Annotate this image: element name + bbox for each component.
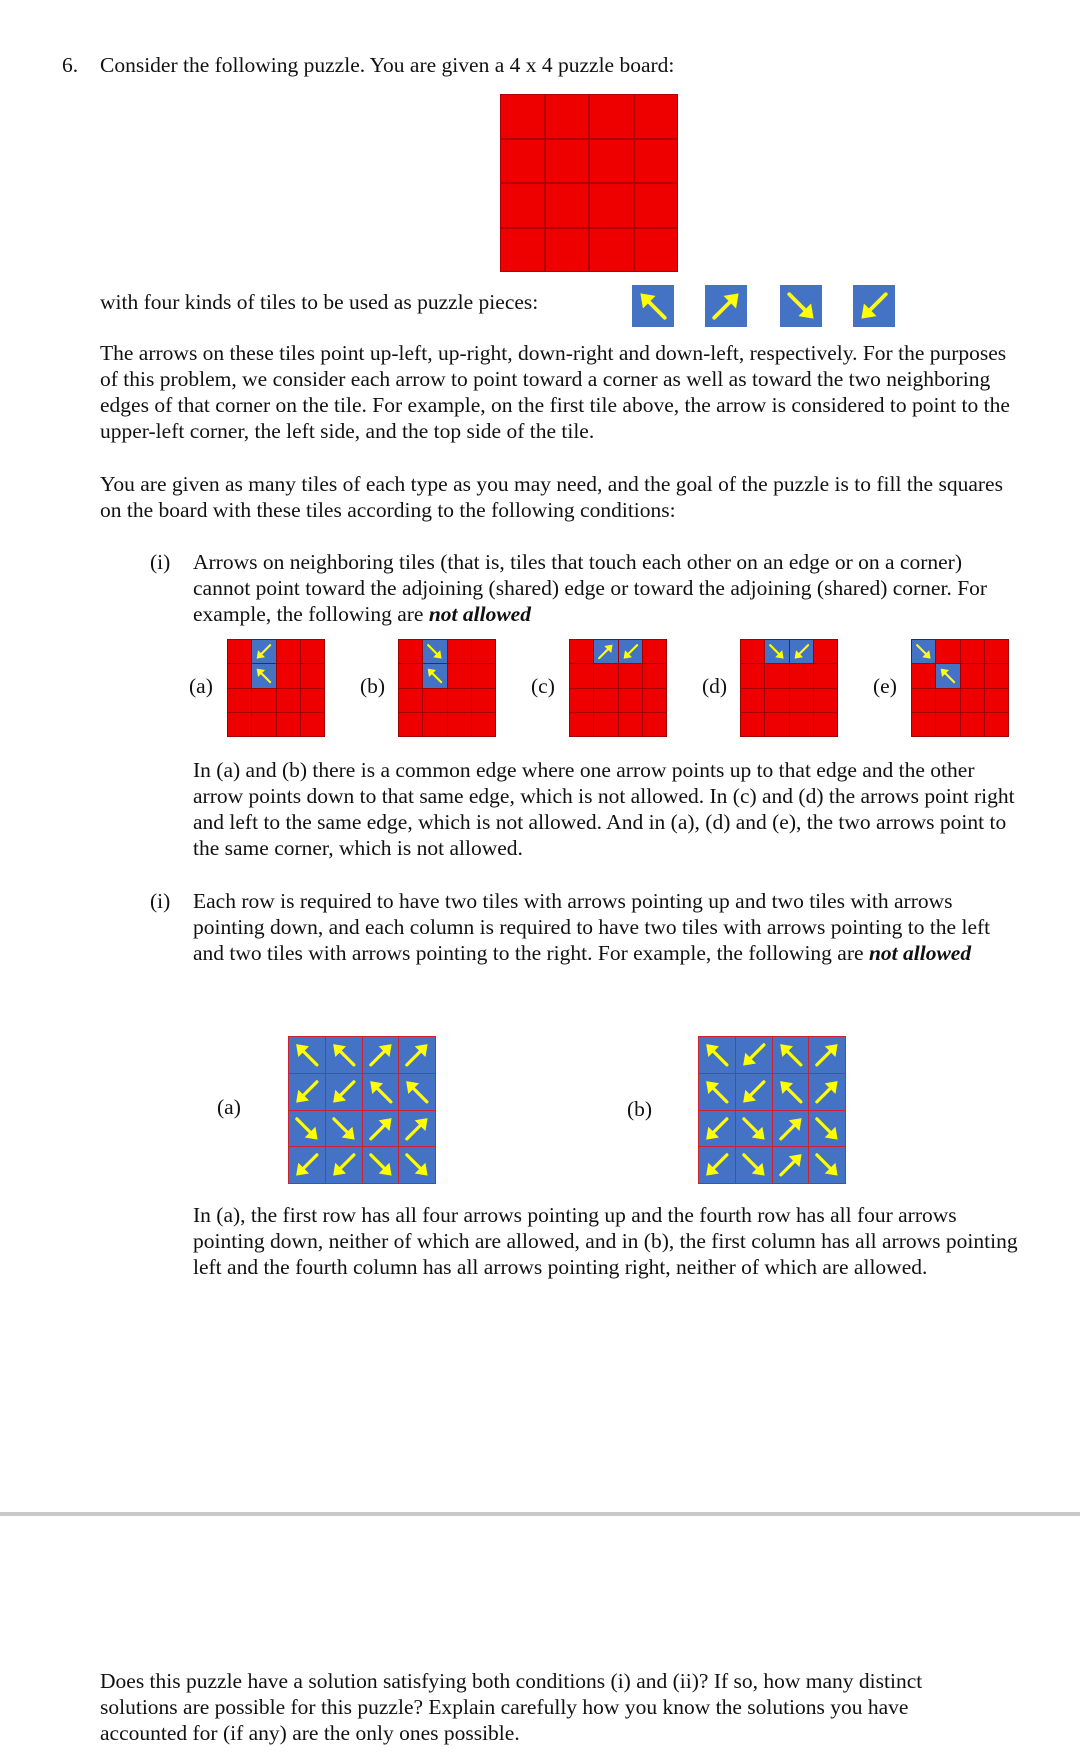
condition-2-text [193, 888, 1013, 966]
example-cell [619, 640, 642, 663]
example-cell [228, 640, 251, 663]
example-cell [790, 664, 813, 687]
arrow-up-left-icon [363, 1074, 399, 1110]
arrow-up-right-icon [809, 1074, 845, 1110]
example-cell [472, 713, 495, 736]
example-label: (e) [873, 674, 897, 698]
board-cell [546, 229, 589, 272]
arrow-down-left-icon [326, 1147, 362, 1183]
example-cell [277, 640, 300, 663]
arrow-down-left-icon [619, 640, 642, 663]
example-cell [985, 713, 1008, 736]
example-board [569, 639, 667, 737]
example-cell [619, 713, 642, 736]
example-cell [643, 689, 666, 712]
grid-tile [326, 1074, 362, 1110]
arrow-up-right-icon [363, 1037, 399, 1073]
example-cell [741, 713, 764, 736]
arrow-down-left-icon [326, 1074, 362, 1110]
example-cell [594, 689, 617, 712]
arrow-up-right-icon [705, 285, 747, 327]
grid-tile [699, 1074, 735, 1110]
not-allowed-grid-b [698, 1036, 846, 1184]
arrow-up-right-icon [363, 1111, 399, 1147]
example-cell [594, 640, 617, 663]
example-cell [399, 689, 422, 712]
arrow-down-right-icon [736, 1111, 772, 1147]
example-cell [741, 689, 764, 712]
arrow-down-right-icon [326, 1111, 362, 1147]
example-cell [252, 713, 275, 736]
arrow-down-left-icon [289, 1147, 325, 1183]
example-cell [912, 664, 935, 687]
board-cell [590, 140, 633, 183]
example-cell [472, 664, 495, 687]
arrow-down-right-icon [809, 1111, 845, 1147]
condition-2-explanation: In (a), the first row has all four arrows pointing up and the fourth row has all four arrows pointing down, neither of which are allowed, and in (b), the first column has all arrows pointing left and the fourth column has all arrows pointing right, neither of which are allowed. [193, 1203, 1018, 1279]
example-cell [912, 640, 935, 663]
board-cell [590, 184, 633, 227]
example-cell [912, 713, 935, 736]
example-cell [790, 689, 813, 712]
grid-tile [736, 1037, 772, 1073]
example-cell [252, 689, 275, 712]
grid-tile [773, 1037, 809, 1073]
example-cell [961, 689, 984, 712]
arrow-down-left-icon [289, 1074, 325, 1110]
arrow-down-left-icon [699, 1111, 735, 1147]
arrow-down-left-icon [736, 1037, 772, 1073]
example-cell [936, 713, 959, 736]
example-cell [741, 640, 764, 663]
grid-tile [399, 1111, 435, 1147]
example-cell [228, 664, 251, 687]
arrow-down-right-icon [289, 1111, 325, 1147]
example-cell [228, 713, 251, 736]
grid-tile [289, 1111, 325, 1147]
example-cell [301, 640, 324, 663]
arrow-down-right-icon [363, 1147, 399, 1183]
grid-tile [363, 1074, 399, 1110]
arrow-up-left-icon [773, 1074, 809, 1110]
arrow-up-right-icon [773, 1111, 809, 1147]
example-cell [643, 713, 666, 736]
example-cell [472, 689, 495, 712]
example-cell [912, 689, 935, 712]
example-cell [252, 640, 275, 663]
example-cell [399, 640, 422, 663]
arrows-paragraph: The arrows on these tiles point up-left, up-right, down-right and down-left, respectively. For the purposes of this problem, we consider each arrow to point toward a corner as well as toward the two neighboring edges of that corner on the tile. For example, on the first tile above, the arrow is considered to point to the upper-left corner, the left side, and the top side of the tile. [100, 341, 1010, 443]
grid-tile [326, 1037, 362, 1073]
condition-1-body: Arrows on neighboring tiles (that is, tiles that touch each other on an edge or on a corner) cannot point toward the adjoining (shared) edge or toward the adjoining (shared) corner. For example, the following are [193, 550, 988, 626]
example-cell [301, 664, 324, 687]
question-number: 6. [62, 53, 79, 77]
example-cell [570, 640, 593, 663]
example-cell [790, 640, 813, 663]
condition-2-label-a: (a) [217, 1095, 241, 1119]
arrow-up-left-icon [632, 285, 674, 327]
condition-1-emphasis: not allowed [428, 602, 531, 626]
arrow-up-left-icon [252, 664, 275, 687]
example-cell [765, 664, 788, 687]
example-cell [961, 640, 984, 663]
puzzle-board [500, 94, 678, 272]
example-cell [619, 689, 642, 712]
example-cell [936, 640, 959, 663]
example-cell [643, 664, 666, 687]
example-cell [741, 664, 764, 687]
tiles-intro: with four kinds of tiles to be used as puzzle pieces: [100, 290, 539, 314]
condition-1-text [193, 549, 1023, 627]
arrow-down-right-icon [423, 640, 446, 663]
board-cell [635, 184, 678, 227]
example-cell [277, 713, 300, 736]
example-cell [277, 689, 300, 712]
arrow-down-right-icon [912, 640, 935, 663]
board-cell [501, 184, 544, 227]
example-cell [472, 640, 495, 663]
arrow-up-right-icon [594, 640, 617, 663]
question-intro: Consider the following puzzle. You are given a 4 x 4 puzzle board: [100, 53, 675, 77]
example-cell [814, 640, 837, 663]
grid-tile [699, 1037, 735, 1073]
tile-down-left [853, 285, 895, 327]
example-cell [594, 713, 617, 736]
grid-tile [773, 1074, 809, 1110]
grid-tile [326, 1111, 362, 1147]
example-label: (d) [702, 674, 728, 698]
grid-tile [399, 1074, 435, 1110]
grid-tile [809, 1111, 845, 1147]
example-label: (b) [360, 674, 386, 698]
board-cell [546, 95, 589, 138]
example-cell [961, 664, 984, 687]
grid-tile [809, 1147, 845, 1183]
example-cell [301, 689, 324, 712]
grid-tile [736, 1074, 772, 1110]
grid-tile [773, 1111, 809, 1147]
arrow-down-left-icon [252, 640, 275, 663]
arrow-up-right-icon [399, 1111, 435, 1147]
example-cell [985, 689, 1008, 712]
example-cell [448, 640, 471, 663]
example-cell [448, 713, 471, 736]
example-cell [594, 664, 617, 687]
example-cell [619, 664, 642, 687]
grid-tile [363, 1147, 399, 1183]
example-cell [570, 664, 593, 687]
grid-tile [289, 1074, 325, 1110]
example-cell [570, 713, 593, 736]
example-label: (a) [189, 674, 213, 698]
example-cell [423, 689, 446, 712]
example-cell [765, 640, 788, 663]
tile-up-left [632, 285, 674, 327]
example-cell [936, 689, 959, 712]
arrow-up-left-icon [699, 1037, 735, 1073]
grid-tile [363, 1111, 399, 1147]
arrow-down-right-icon [765, 640, 788, 663]
example-cell [399, 713, 422, 736]
example-cell [448, 689, 471, 712]
arrow-up-left-icon [399, 1074, 435, 1110]
grid-tile [773, 1147, 809, 1183]
example-cell [814, 713, 837, 736]
example-board [398, 639, 496, 737]
grid-tile [809, 1074, 845, 1110]
page-separator [0, 1512, 1080, 1516]
arrow-down-left-icon [853, 285, 895, 327]
grid-tile [699, 1111, 735, 1147]
arrow-down-right-icon [736, 1147, 772, 1183]
board-cell [635, 95, 678, 138]
grid-tile [289, 1037, 325, 1073]
condition-2-marker: (i) [150, 889, 171, 913]
board-cell [546, 184, 589, 227]
arrow-up-left-icon [423, 664, 446, 687]
example-cell [228, 689, 251, 712]
arrow-down-right-icon [780, 285, 822, 327]
not-allowed-grid-a [288, 1036, 436, 1184]
grid-tile [699, 1147, 735, 1183]
example-board [911, 639, 1009, 737]
board-cell [501, 95, 544, 138]
example-cell [448, 664, 471, 687]
arrow-down-right-icon [399, 1147, 435, 1183]
condition-1-marker: (i) [150, 550, 171, 574]
board-cell [501, 229, 544, 272]
example-cell [765, 713, 788, 736]
example-cell [985, 640, 1008, 663]
arrow-up-right-icon [399, 1037, 435, 1073]
grid-tile [399, 1147, 435, 1183]
arrow-down-left-icon [699, 1147, 735, 1183]
arrow-up-left-icon [699, 1074, 735, 1110]
example-cell [301, 713, 324, 736]
arrow-down-right-icon [809, 1147, 845, 1183]
grid-tile [363, 1037, 399, 1073]
example-cell [814, 689, 837, 712]
board-cell [501, 140, 544, 183]
example-cell [643, 640, 666, 663]
arrow-up-left-icon [936, 664, 959, 687]
board-cell [590, 229, 633, 272]
arrow-up-right-icon [809, 1037, 845, 1073]
board-cell [635, 140, 678, 183]
board-cell [635, 229, 678, 272]
goal-paragraph: You are given as many tiles of each type as you may need, and the goal of the puzzle is to fill the squares on the board with these tiles according to the following conditions: [100, 472, 1003, 522]
example-cell [423, 713, 446, 736]
condition-2-body: Each row is required to have two tiles with arrows pointing up and two tiles with arrows pointing down, and each column is required to have two tiles with arrows pointing to the left and two tiles with arrows pointing to the right. For example, the following are [193, 889, 991, 965]
condition-2-label-b: (b) [627, 1097, 653, 1121]
condition-1-explanation: In (a) and (b) there is a common edge where one arrow points up to that edge and the other arrow points down to that same edge, which is not allowed. In (c) and (d) the arrows point right and left to the same edge, which is not allowed. And in (a), (d) and (e), the two arrows point to the same corner, which is not allowed. [193, 758, 1015, 860]
arrow-up-left-icon [326, 1037, 362, 1073]
example-cell [570, 689, 593, 712]
example-cell [814, 664, 837, 687]
arrow-down-left-icon [790, 640, 813, 663]
example-cell [399, 664, 422, 687]
example-cell [423, 664, 446, 687]
example-board [227, 639, 325, 737]
example-cell [252, 664, 275, 687]
grid-tile [326, 1147, 362, 1183]
grid-tile [736, 1111, 772, 1147]
example-cell [765, 689, 788, 712]
example-cell [936, 664, 959, 687]
arrow-up-left-icon [289, 1037, 325, 1073]
tile-up-right [705, 285, 747, 327]
arrow-up-left-icon [773, 1037, 809, 1073]
example-cell [423, 640, 446, 663]
grid-tile [736, 1147, 772, 1183]
example-board [740, 639, 838, 737]
example-cell [277, 664, 300, 687]
example-cell [985, 664, 1008, 687]
final-question: Does this puzzle have a solution satisfying both conditions (i) and (ii)? If so, how many distinct solutions are possible for this puzzle? Explain carefully how you know the solutions you have accounted for (if any) are the only ones possible. [100, 1669, 923, 1745]
condition-2-emphasis: not allowed [868, 941, 972, 965]
example-cell [790, 713, 813, 736]
grid-tile [289, 1147, 325, 1183]
example-cell [961, 713, 984, 736]
grid-tile [809, 1037, 845, 1073]
board-cell [590, 95, 633, 138]
arrow-down-left-icon [736, 1074, 772, 1110]
tile-down-right [780, 285, 822, 327]
board-cell [546, 140, 589, 183]
arrow-up-right-icon [773, 1147, 809, 1183]
grid-tile [399, 1037, 435, 1073]
example-label: (c) [531, 674, 555, 698]
